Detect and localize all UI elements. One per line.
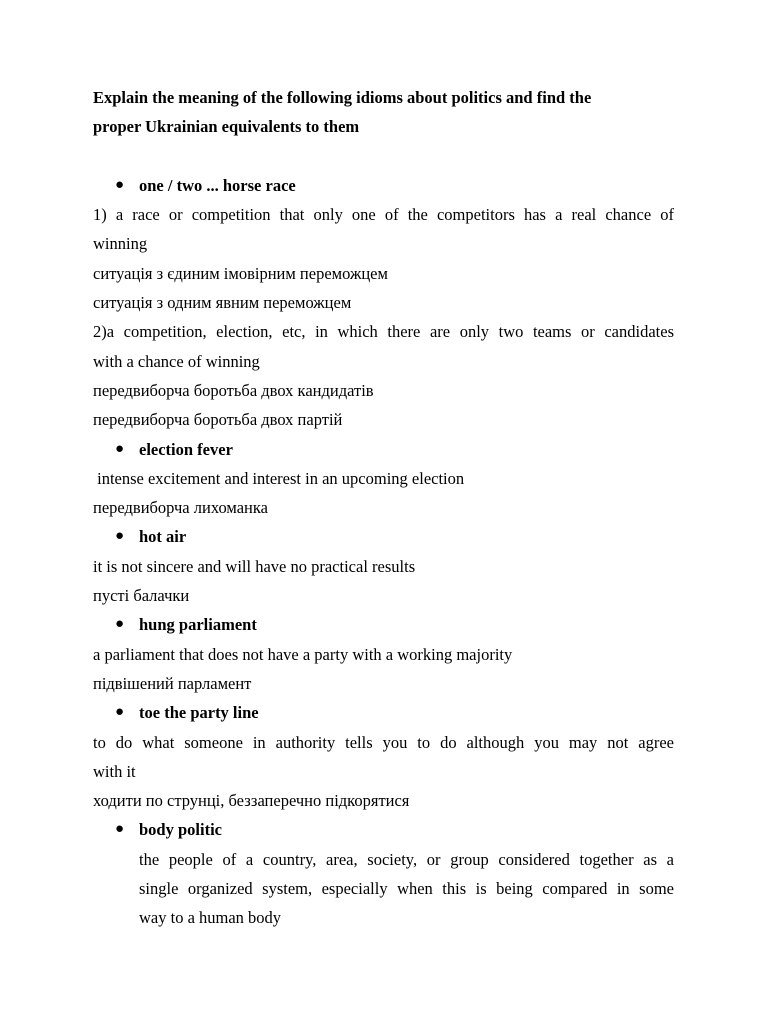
- bullet-icon: ●: [115, 176, 125, 193]
- definition-line: intense excitement and interest in an upcoming election: [93, 468, 465, 488]
- document-page: [93, 83, 674, 933]
- idiom-term: toe the party line: [139, 703, 259, 723]
- idiom-heading-body-politic: [93, 815, 674, 844]
- idiom-term: hot air: [139, 527, 187, 547]
- idiom-term: hung parliament: [139, 615, 257, 635]
- translation-line: підвішений парламент: [93, 673, 252, 693]
- definition-line: to do what someone in authority tells you to do although you may not agree: [93, 732, 674, 752]
- translation-line: передвиборча боротьба двох кандидатів: [93, 380, 374, 400]
- translation-line: ситуація з одним явним переможцем: [93, 293, 352, 313]
- translation-line: ходити по струнці, беззаперечно підкорятися: [93, 791, 410, 811]
- bullet-icon: ●: [115, 821, 125, 838]
- bullet-icon: ●: [115, 704, 125, 721]
- idiom-heading-hung-parliament: [93, 610, 674, 639]
- definition-line: 1) a race or competition that only one of the competitors has a real chance of: [93, 205, 674, 225]
- definition-line: the people of a country, area, society, or group considered together as a: [139, 849, 674, 869]
- document-title-line-1: Explain the meaning of the following idioms about politics and find the: [93, 88, 592, 107]
- idiom-heading-hot-air: [93, 522, 674, 551]
- bullet-icon: ●: [115, 616, 125, 633]
- bullet-icon: ●: [115, 528, 125, 545]
- definition-line: single organized system, especially when this is being compared in some: [139, 879, 674, 899]
- definition-line: 2)a competition, election, etc, in which there are only two teams or candidates: [93, 322, 674, 342]
- bullet-icon: ●: [115, 440, 125, 457]
- translation-line: передвиборча лихоманка: [93, 498, 268, 518]
- idiom-heading-horse-race: [93, 171, 674, 200]
- definition-line: with a chance of winning: [93, 351, 260, 371]
- idiom-term: election fever: [139, 439, 233, 459]
- translation-line: пусті балачки: [93, 586, 190, 606]
- idiom-heading-toe-the-party-line: [93, 698, 674, 727]
- idiom-heading-election-fever: [93, 435, 674, 464]
- definition-line: way to a human body: [139, 908, 282, 928]
- definition-line: with it: [93, 761, 136, 781]
- definition-line: a parliament that does not have a party with a working majority: [93, 644, 513, 664]
- translation-line: передвиборча боротьба двох партій: [93, 410, 343, 430]
- definition-line: winning: [93, 234, 148, 254]
- idiom-term: body politic: [139, 820, 222, 840]
- idiom-term: one / two ... horse race: [139, 175, 296, 195]
- translation-line: ситуація з єдиним імовірним переможцем: [93, 263, 388, 283]
- spacer: [93, 142, 674, 171]
- definition-line: it is not sincere and will have no practical results: [93, 556, 416, 576]
- document-title-line-2: proper Ukrainian equivalents to them: [93, 117, 360, 137]
